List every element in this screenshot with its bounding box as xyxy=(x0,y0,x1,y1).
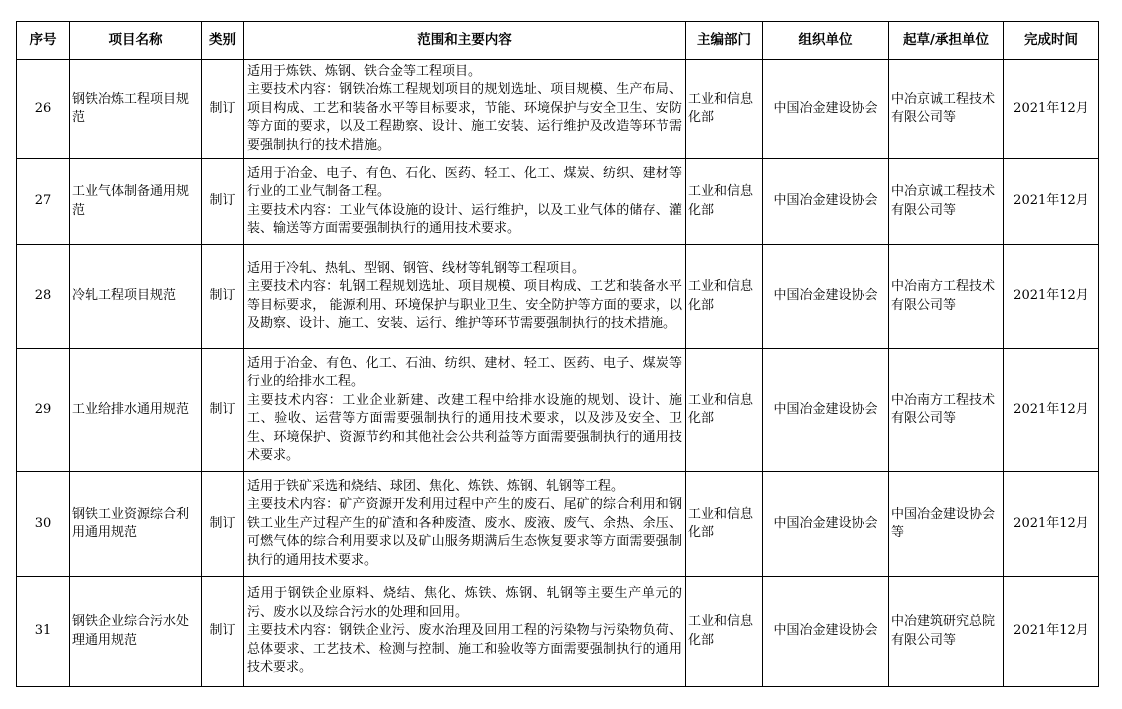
row-scope xyxy=(244,472,686,577)
row-time: 2021年12月 xyxy=(1004,349,1099,472)
row-drafter: 中冶南方工程技术有限公司等 xyxy=(889,245,1004,349)
row-org: 中国冶金建设协会 xyxy=(763,577,889,687)
row-org: 中国冶金建设协会 xyxy=(763,159,889,245)
header-row xyxy=(17,22,1099,60)
row-drafter: 中冶京诚工程技术有限公司等 xyxy=(889,60,1004,159)
table-row xyxy=(17,472,1099,577)
row-dept: 工业和信息化部 xyxy=(686,577,763,687)
table-row xyxy=(17,577,1099,687)
row-no: 28 xyxy=(17,245,70,349)
row-no: 26 xyxy=(17,60,70,159)
scope-line: 主要技术内容：钢铁企业污、废水治理及回用工程的污染物与污染物负荷、总体要求、工艺技术、检测与控制、施工和验收等方面需要强制执行的通用技术要求。 xyxy=(247,623,682,676)
row-type: 制订 xyxy=(202,472,244,577)
row-org: 中国冶金建设协会 xyxy=(763,245,889,349)
row-name: 钢铁冶炼工程项目规范 xyxy=(70,60,202,159)
scope-line: 主要技术内容：工业企业新建、改建工程中给排水设施的规划、设计、施工、验收、运营等方面需要强制执行的通用技术要求，以及涉及安全、卫生、环境保护、资源节约和其他社会公共利益等方面需要强制执行的通用技术要求。 xyxy=(247,392,682,463)
header-type: 类别 xyxy=(202,22,244,60)
header-scope: 范围和主要内容 xyxy=(244,22,686,60)
scope-line: 主要技术内容：钢铁冶炼工程规划项目的规划选址、项目规模、生产布局、项目构成、工艺和装备水平等目标要求，节能、环境保护与安全卫生、安防等方面的要求，以及工程勘察、设计、施工安装、运行维护及改造等环节需要强制执行的技术措施。 xyxy=(247,82,682,153)
table-row xyxy=(17,245,1099,349)
row-dept: 工业和信息化部 xyxy=(686,60,763,159)
table-row xyxy=(17,159,1099,245)
row-name: 冷轧工程项目规范 xyxy=(70,245,202,349)
header-time: 完成时间 xyxy=(1004,22,1099,60)
row-dept: 工业和信息化部 xyxy=(686,349,763,472)
scope-line: 适用于铁矿采选和烧结、球团、焦化、炼铁、炼钢、轧钢等工程。 xyxy=(247,478,625,494)
row-org: 中国冶金建设协会 xyxy=(763,472,889,577)
scope-line: 适用于冶金、有色、化工、石油、纺织、建材、轻工、医药、电子、煤炭等行业的给排水工程。 xyxy=(247,355,682,389)
scope-line: 适用于钢铁企业原料、烧结、焦化、炼铁、炼钢、轧钢等主要生产单元的污、废水以及综合污水的处理和回用。 xyxy=(247,586,682,620)
header-org: 组织单位 xyxy=(763,22,889,60)
row-scope xyxy=(244,159,686,245)
row-org: 中国冶金建设协会 xyxy=(763,60,889,159)
header-name: 项目名称 xyxy=(70,22,202,60)
row-scope xyxy=(244,577,686,687)
row-no: 27 xyxy=(17,159,70,245)
row-dept: 工业和信息化部 xyxy=(686,159,763,245)
table-row xyxy=(17,60,1099,159)
row-time: 2021年12月 xyxy=(1004,577,1099,687)
header-dept: 主编部门 xyxy=(686,22,763,60)
row-scope xyxy=(244,60,686,159)
row-drafter: 中冶南方工程技术有限公司等 xyxy=(889,349,1004,472)
row-no: 30 xyxy=(17,472,70,577)
scope-line: 适用于炼铁、炼钢、铁合金等工程项目。 xyxy=(247,63,482,79)
scope-line: 适用于冷轧、热轧、型钢、钢管、线材等轧钢等工程项目。 xyxy=(247,260,586,276)
row-type: 制订 xyxy=(202,245,244,349)
row-no: 31 xyxy=(17,577,70,687)
scope-line: 主要技术内容：轧钢工程规划选址、项目规模、项目构成、工艺和装备水平等目标要求， 能源利用、环境保护与职业卫生、安全防护等方面的要求，以及勘察、设计、施工、安装、运行、维护等环节需要强制执行的技术措施。 xyxy=(247,279,682,331)
row-name: 工业给排水通用规范 xyxy=(70,349,202,472)
row-type: 制订 xyxy=(202,349,244,472)
row-scope xyxy=(244,349,686,472)
row-no: 29 xyxy=(17,349,70,472)
row-time: 2021年12月 xyxy=(1004,60,1099,159)
row-name: 钢铁工业资源综合利用通用规范 xyxy=(70,472,202,577)
header-drafter: 起草/承担单位 xyxy=(889,22,1004,60)
row-drafter: 中国冶金建设协会等 xyxy=(889,472,1004,577)
row-type: 制订 xyxy=(202,159,244,245)
row-dept: 工业和信息化部 xyxy=(686,245,763,349)
scope-line: 主要技术内容：工业气体设施的设计、运行维护，以及工业气体的储存、灌装、输送等方面需要强制执行的通用技术要求。 xyxy=(247,202,682,236)
row-dept: 工业和信息化部 xyxy=(686,472,763,577)
row-time: 2021年12月 xyxy=(1004,245,1099,349)
scope-line: 适用于冶金、电子、有色、石化、医药、轻工、化工、煤炭、纺织、建材等行业的工业气制备工程。 xyxy=(247,165,682,199)
row-type: 制订 xyxy=(202,577,244,687)
row-type: 制订 xyxy=(202,60,244,159)
scope-line: 主要技术内容：矿产资源开发利用过程中产生的废石、尾矿的综合利用和钢铁工业生产过程产生的矿渣和各种废渣、废水、废液、废气、余热、余压、可燃气体的综合利用要求以及矿山服务期满后生态恢复要求等方面需要强制执行的通用技术要求。 xyxy=(247,497,682,568)
table-row xyxy=(17,349,1099,472)
standards-table xyxy=(16,21,1099,687)
row-org: 中国冶金建设协会 xyxy=(763,349,889,472)
row-time: 2021年12月 xyxy=(1004,159,1099,245)
row-time: 2021年12月 xyxy=(1004,472,1099,577)
row-name: 工业气体制备通用规范 xyxy=(70,159,202,245)
row-scope xyxy=(244,245,686,349)
row-drafter: 中冶建筑研究总院有限公司等 xyxy=(889,577,1004,687)
row-drafter: 中冶京诚工程技术有限公司等 xyxy=(889,159,1004,245)
row-name: 钢铁企业综合污水处理通用规范 xyxy=(70,577,202,687)
header-no: 序号 xyxy=(17,22,70,60)
